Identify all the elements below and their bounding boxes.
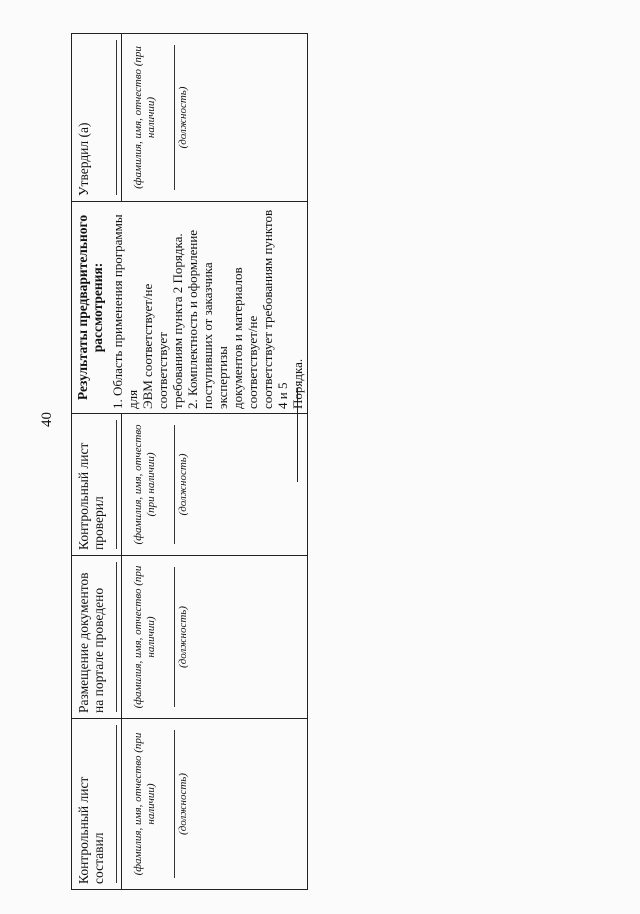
position-caption: (должность) [177, 773, 189, 835]
header-compiled: Контрольный лист составил [72, 719, 122, 890]
rotated-table-wrapper [71, 34, 305, 890]
name-caption: (фамилия, имя, отчество (при наличии) [132, 424, 157, 545]
header-placed: Размещение документов на портале проведено [72, 556, 122, 719]
signature-compiled [122, 719, 308, 890]
name-caption: (фамилия, имя, отчество (при наличии) [132, 732, 157, 876]
signature-placed [122, 556, 308, 719]
approval-table [71, 33, 308, 890]
signature-checked [122, 414, 308, 556]
table-header-row [72, 34, 122, 890]
page-number: 40 [39, 412, 55, 427]
results-cell [72, 202, 308, 414]
signature-approved [122, 34, 308, 202]
results-header: Результаты предварительного рассмотрения: [75, 214, 105, 401]
header-approved: Утвердил (а) [72, 34, 122, 202]
name-caption: (фамилия, имя, отчество (при наличии) [132, 565, 157, 709]
header-checked: Контрольный лист проверил [72, 414, 122, 556]
position-caption: (должность) [177, 453, 189, 516]
position-caption: (должность) [177, 606, 189, 668]
results-body: 1. Область применения программы для ЭВМ соответствует/не соответствует требованиям пункта 2 Порядка. 2. Комплектность и оформление поступивших от заказчика экспертизы документов и материалов соответствует/не соответствует требованиям пунктов 4 и 5 Порядка. [110, 209, 305, 409]
name-caption: (фамилия, имя, отчество (при наличии) [132, 46, 157, 189]
position-caption: (должность) [177, 86, 189, 149]
signature-row [122, 34, 308, 890]
